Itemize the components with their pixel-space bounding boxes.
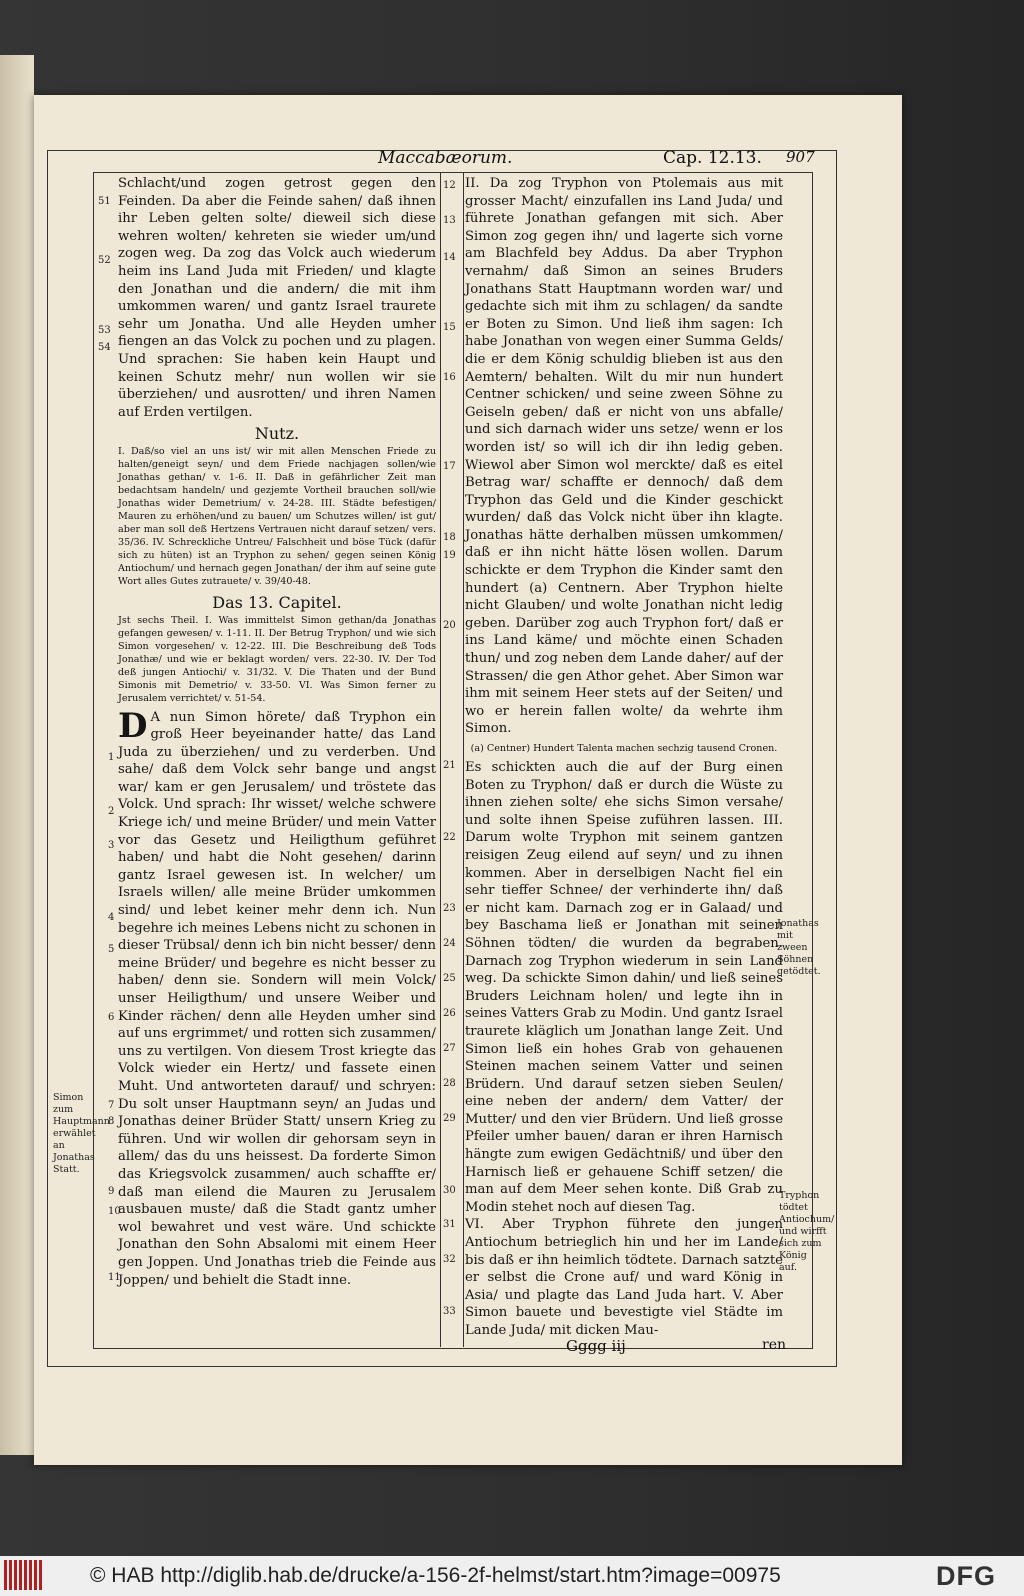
verse-number: 32: [443, 1254, 456, 1265]
verse-number: 1: [108, 752, 115, 763]
verse-number: 19: [443, 550, 456, 561]
copyright-link[interactable]: © HAB http://diglib.hab.de/drucke/a-156-2f-helmst/start.htm?image=00975: [90, 1564, 781, 1587]
catchword: ren: [762, 1337, 786, 1353]
verse-number: 4: [108, 912, 115, 923]
verse-number: 20: [443, 620, 456, 631]
verse-number: 54: [98, 342, 111, 353]
nutz-text: I. Daß/so viel an uns ist/ wir mit allen Menschen Friede zu halten/geneigt seyn/ und dem Friede nachjagen sollen/wie Jonathas gethan/ v. 1-6. II. Daß in gefährlicher Zeit man bedachtsam handeln/ und gezjemte Vortheil brauchen soll/wie Jonathas wider Demetrium/ v. 24-28. III. Städte befestigen/ Mauren zu erhöhen/und zu bauen/ um Schutzes willen/ ist gut/ aber man soll deß Hertzens Vertrauen nicht darauf setzen/ vers. 35/36. IV. Schreckliche Untreu/ Falschheit und böse Tück (dafür sich zu hüten) ist an Tryphon zu sehen/ gegen seinen König Antiochum/ und hernach gegen Jonathan/ der ihm auf seine gute Wort alles Gutes zutrauete/ v. 39/40-48.: [118, 445, 436, 587]
verse-number: 9: [108, 1186, 115, 1197]
right-column: [465, 175, 783, 1340]
right-text-top: II. Da zog Tryphon von Ptolemais aus mit grosser Macht/ einzufallen ins Land Juda/ und führete Jonathan gefangen mit sich. Aber Simon zog gegen ihn/ und lagerte sich vorne am Blachfeld bey Addus. Da aber Tryphon vernahm/ daß Simon an seines Bruders Jonathans Statt Hauptmann worden war/ und gedachte sich mit ihm zu schlagen/ da sandte er Boten zu Simon. Und ließ ihm sagen: Ich habe Jonathan von wegen einer Summa Gelds/ die er dem König schuldig blieben ist aus den Aemtern/ behalten. Wilt du mir nun hundert Centner schicken/ und seine zween Söhne zu Geiseln geben/ daß er nicht von uns abfalle/ und sich darnach wider uns setze/ wenn er los worden ist/ so will ich dir ihn ledig geben. Wiewol aber Simon wol merckte/ daß es eitel Betrag war/ schaffte er dennoch/ daß dem Tryphon das Geld und die Kinder geschickt wurden/ daß das Volck nicht über ihn klagte. Jonathas hätte derhalben müssen umkommen/ daß er ihn nicht hätte lösen wollen. Darum schickte er dem Tryphon die Kinder samt den hundert (a) Centnern. Aber Tryphon hielte nicht Glauben/ und wolte Jonathan nicht ledig geben. Darüber zog auch Tryphon fort/ daß er ins Land käme/ und möchte einen Schaden thun/ und zog neben dem Lande daher/ auf der Strassen/ die gen Athor gehet. Aber Simon war ihm mit seinem Heer stets auf der Seiten/ und wo er herein fallen wolte/ da wehrte ihm Simon.: [465, 176, 783, 737]
left-column: [118, 175, 436, 1289]
verse-number: 6: [108, 1012, 115, 1023]
verse-number: 23: [443, 903, 456, 914]
left-text-top: Schlacht/und zogen getrost gegen den Feinden. Da aber die Feinde sahen/ daß ihnen ihr Leben gelten solte/ dieweil sich diese wehren wolten/ kehreten sie wieder um/und zogen weg. Da zog das Volck auch wiederum heim ins Land Juda mit Frieden/ und klagte den Jonathan und die andern/ die mit ihm umkommen waren/ und gantz Israel traurete sehr um Jonatha. Und alle Heyden umher fiengen an das Volck zu pochen und zu plagen. Und sprachen: Sie haben kein Haupt und keinen Schutz mehr/ nun wollen wir sie überziehen/ und ausrotten/ und ihren Namen auf Erden vertilgen.: [118, 176, 436, 420]
verse-number: 31: [443, 1219, 456, 1230]
footer-bar: [0, 1556, 1024, 1596]
verse-number: 33: [443, 1306, 456, 1317]
verse-number: 10: [108, 1206, 121, 1217]
verse-number: 17: [443, 461, 456, 472]
verse-number: 14: [443, 252, 456, 263]
verse-number: 21: [443, 760, 456, 771]
chapter-label: Cap. 12.13.: [663, 148, 762, 168]
page-number: 907: [786, 148, 815, 166]
dfg-logo: DFG: [936, 1561, 996, 1591]
margin-note-right-top: Jonathas mit zween Söhnen getödtet.: [777, 918, 821, 977]
verse-number: 29: [443, 1113, 456, 1124]
verse-number: 22: [443, 832, 456, 843]
previous-page-edge: [0, 55, 34, 1455]
verse-number: 3: [108, 840, 115, 851]
column-divider-left: [440, 172, 441, 1347]
drop-capital: D: [118, 705, 148, 746]
verse-number: 28: [443, 1078, 456, 1089]
left-text-bottom: A nun Simon hörete/ daß Tryphon ein groß Heer beyeinander hatte/ das Land Juda zu überziehen/ und zu verderben. Und sahe/ daß dem Volck sehr bange und angst war/ kam er gen Jerusalem/ und tröstete das Volck. Und sprach: Ihr wisset/ welche schwere Kriege ich/ und meine Brüder/ und mein Vatter vor das Gesetz und Heiligthum geführet haben/ und habt die Noht gesehen/ darinn gantz Israel gewesen ist. In welcher/ um Israels willen/ alle meine Brüder umkommen sind/ und lebet keiner mehr denn ich. Nun begehre ich meines Lebens nicht zu schonen in dieser Trübsal/ denn ich bin nicht besser/ denn meine Brüder/ und begehre es nicht besser zu haben/ denn sie. Sondern will mein Volck/ unser Heiligthum/ und unsere Weiber und Kinder rächen/ denn alle Heyden umher sind auf uns ergrimmet/ und rotten sich zusammen/ uns zu vertilgen. Von diesem Trost kriegte das Volck wieder ein Hertz/ und fassete einen Muht. Und antworteten darauf/ und schryen: Du solt unser Hauptmann seyn/ an Judas und Jonathas deiner Brüder Statt/ unsern Krieg zu führen. Und wir wollen dir gehorsam seyn in allem/ das du uns heissest. Da forderte Simon das Kriegsvolck zusammen/ auch schaffte er/ daß man eilend die Mauren zu Jerusalem ausbauen muste/ daß die Stadt gantz umher wol bewahret und vest wäre. Und schickte Jonathan den Sohn Absalomi mit einem Heer gen Joppen. Und Jonathas trieb die Feinde aus Joppen/ und behielt die Stadt inne.: [118, 709, 436, 1288]
right-text-middle: Es schickten auch die auf der Burg einen Boten zu Tryphon/ daß er durch die Wüste zu ihnen ziehen solte/ ehe sichs Simon versahe/ und solte ihnen Speise zuführen lassen. III. Darum wolte Tryphon mit seinem gantzen reisigen Zeug eilend auf seyn/ und zu ihnen kommen. Aber in derselbigen Nacht fiel ein sehr tieffer Schnee/ der verhinderte ihn/ daß er nicht kam. Darnach zog er in Galaad/ und bey Baschama ließ er Jonathan mit seinen Söhnen tödten/ die wurden da begraben. Darnach zog Tryphon wiederum in sein Land weg. Da schickte Simon dahin/ und ließ seines Bruders Leichnam holen/ und legte ihn in seines Vatters Grab zu Modin. Und gantz Israel traurete kläglich um Jonathan lange Zeit. Und Simon ließ ein hohes Grab von gehauenen Steinen machen seinem Vatter und seinen Brüdern. Und darauf setzen sieben Seulen/ eine neben der andern/ dem Vatter/ der Mutter/ und den vier Brüdern. Und ließ grosse Pfeiler umher bauen/ daran er ihren Harnisch hängte zum ewigen Gedächtniß/ und über den Harnisch ließ er gehauene Schiff setzen/ die man auf dem Meer sehen konte. Diß Grab zu Modin stehet noch auf diesen Tag.: [465, 760, 783, 1215]
signature-mark: Gggg iij: [566, 1337, 626, 1355]
verse-number: 11: [108, 1272, 121, 1283]
verse-number: 8: [108, 1116, 115, 1127]
verse-number: 16: [443, 372, 456, 383]
verse-number: 15: [443, 322, 456, 333]
running-title: Maccabæorum.: [378, 148, 513, 168]
verse-number: 27: [443, 1043, 456, 1054]
verse-number: 5: [108, 944, 115, 955]
verse-number: 26: [443, 1008, 456, 1019]
margin-note-left: Simon zum Hauptmann erwählet an Jonathas Statt.: [53, 1092, 110, 1175]
verse-number: 2: [108, 806, 115, 817]
verse-number: 7: [108, 1100, 115, 1111]
column-divider-right: [463, 172, 464, 1347]
verse-number: 30: [443, 1185, 456, 1196]
verse-number: 24: [443, 938, 456, 949]
library-logo-icon: [4, 1560, 44, 1590]
verse-number: 53: [98, 325, 111, 336]
verse-number: 52: [98, 255, 111, 266]
verse-number: 18: [443, 532, 456, 543]
verse-number: 25: [443, 973, 456, 984]
verse-number: 51: [98, 196, 111, 207]
chapter-summary: Jst sechs Theil. I. Was immittelst Simon gethan/da Jonathas gefangen gewesen/ v. 1-11. II. Der Betrug Tryphon/ und wie sich Simon vorgesehen/ v. 12-22. III. Die Beschreibung deß Tods Jonathæ/ und wie er beklagt worden/ vers. 22-30. IV. Der Tod deß jungen Antiochi/ v. 31/32. V. Die Thaten und der Bund Simonis mit Demetrio/ v. 33-50. VI. Was Simon ferner zu Jerusalem verrichtet/ v. 51-54.: [118, 614, 436, 704]
nutz-heading: Nutz.: [254, 424, 300, 444]
chapter-heading: Das 13. Capitel.: [212, 592, 342, 612]
footnote: (a) Centner) Hundert Talenta machen sechzig tausend Cronen.: [470, 743, 778, 754]
right-text-bottom: VI. Aber Tryphon führete den jungen Antiochum betrieglich hin und her im Lande/ bis daß er ihn heimlich tödtete. Darnach satzte er selbst die Crone auf/ und ward König in Asia/ und plagte das Land Juda hart. V. Aber Simon bauete und bevestigte viel Städte im Lande Juda/ mit dicken Mau-: [465, 1217, 783, 1338]
verse-number: 12: [443, 180, 456, 191]
margin-note-right-bottom: Tryphon tödtet Antiochum/ und wirfft sich zum König auf.: [779, 1190, 835, 1273]
verse-number: 13: [443, 215, 456, 226]
